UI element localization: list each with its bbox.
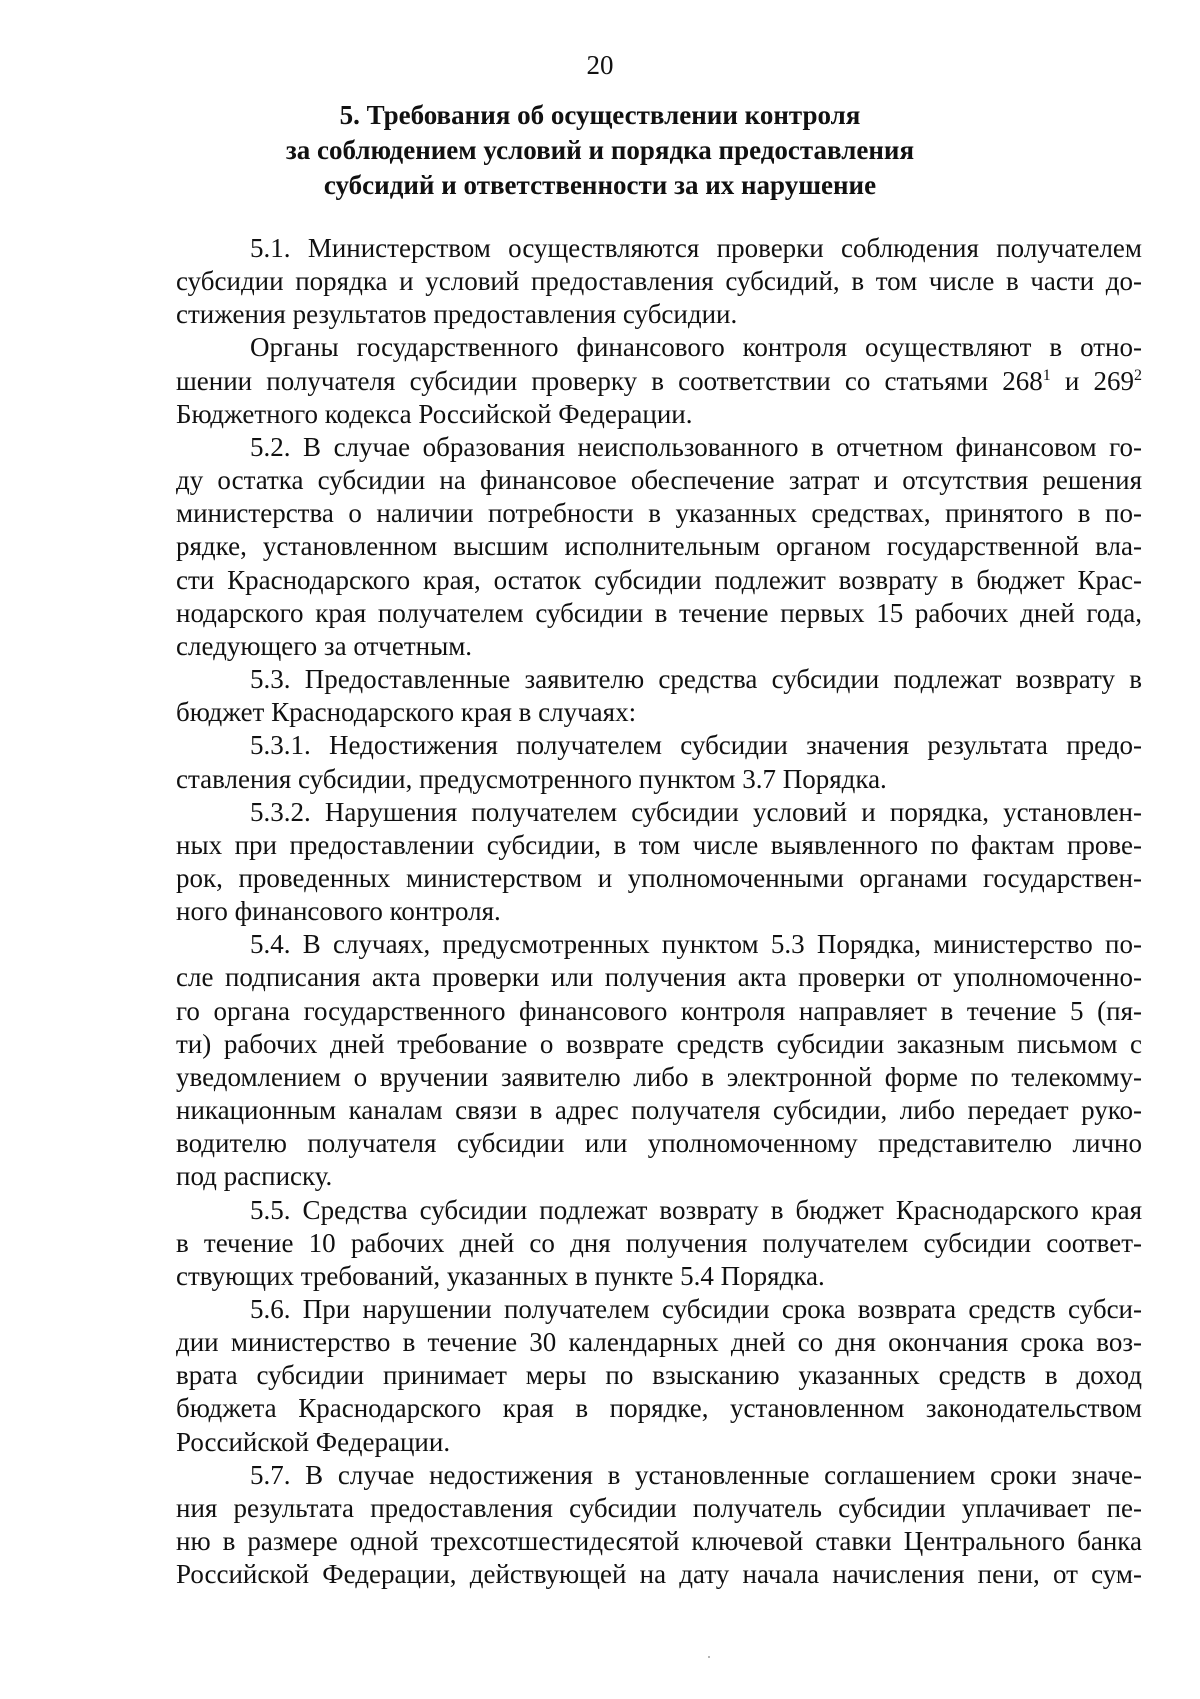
text-line: следующего за отчетным.: [176, 630, 473, 661]
text-line-with-refs: [176, 365, 1142, 398]
text-fragment: и: [1064, 365, 1080, 396]
text-line: 5.4. В случаях, предусмотренных пунктом 5.3 Порядка, министерство по-: [250, 929, 1142, 960]
text-line: 5.7. В случае недостижения в установленные соглашением сроки значе-: [250, 1459, 1142, 1490]
text-line: 5.2. В случае образования неиспользованного в отчетном финансовом го-: [250, 431, 1142, 462]
text-line: ти) рабочих дней требование о возврате средств субсидии заказным письмом с: [176, 1028, 1142, 1059]
text-line: бюджета Краснодарского края в порядке, установленном законодательством: [176, 1393, 1142, 1424]
heading-line: за соблюдением условий и порядка предоставления: [285, 135, 915, 165]
text-line: Органы государственного финансового контроля осуществляют в отно-: [250, 332, 1142, 363]
text-line: 5.1. Министерством осуществляются проверки соблюдения получателем: [250, 233, 1142, 263]
article-ref: $269^2$: [1093, 365, 1142, 396]
text-line: 5.3. Предоставленные заявителю средства субсидии подлежат возврату в: [250, 664, 1142, 695]
text-line: 5.5. Средства субсидии подлежат возврату в бюджет Краснодарского края: [250, 1194, 1142, 1225]
heading-line: 5. Требования об осуществлении контроля: [339, 100, 861, 130]
text-line: ного финансового контроля.: [176, 896, 501, 927]
text-fragment: шении получателя субсидии проверку в соответствии со статьями: [176, 365, 989, 396]
text-line: ню в размере одной трехсотшестидесятой ключевой ставки Центрального банка: [176, 1526, 1142, 1557]
text-line: рядке, установленном высшим исполнительным органом государственной вла-: [176, 531, 1142, 562]
text-line: врата субсидии принимает меры по взысканию указанных средств в доход: [176, 1360, 1142, 1391]
text-line: ных при предоставлении субсидии, в том числе выявленного по фактам прове-: [176, 829, 1142, 860]
text-line: 5.6. При нарушении получателем субсидии срока возврата средств субси-: [250, 1294, 1142, 1324]
scan-speck: [708, 1656, 710, 1658]
text-line: ставления субсидии, предусмотренного пунктом 3.7 Порядка.: [176, 763, 887, 794]
text-line: водителю получателя субсидии или уполномоченному представителю лично: [176, 1128, 1142, 1159]
text-line: сти Краснодарского края, остаток субсидии подлежит возврату в бюджет Крас-: [176, 564, 1142, 595]
page-number: 20: [586, 50, 614, 80]
text-line: сле подписания акта проверки или получения акта проверки от уполномоченно-: [176, 962, 1142, 993]
text-line: бюджет Краснодарского края в случаях:: [176, 697, 637, 728]
text-line: никационным каналам связи в адрес получателя субсидии, либо передает руко-: [176, 1095, 1142, 1126]
text-line: 5.3.1. Недостижения получателем субсидии значения результата предо-: [250, 730, 1142, 761]
text-line: в течение 10 рабочих дней со дня получения получателем субсидии соответ-: [176, 1227, 1142, 1258]
text-line: ствующих требований, указанных в пункте 5.4 Порядка.: [176, 1260, 825, 1291]
text-line: дии министерство в течение 30 календарных дней со дня окончания срока воз-: [176, 1327, 1142, 1358]
text-line: под расписку.: [176, 1161, 333, 1192]
text-line: субсидии порядка и условий предоставления субсидий, в том числе в части до-: [176, 266, 1142, 297]
document-body: [176, 232, 1142, 1591]
text-line: министерства о наличии потребности в указанных средствах, принятого в по-: [176, 498, 1142, 529]
heading-line: субсидий и ответственности за их нарушение: [323, 170, 877, 200]
text-line: уведомлением о вручении заявителю либо в электронной форме по телекомму-: [176, 1061, 1142, 1092]
text-line: го органа государственного финансового контроля направляет в течение 5 (пя-: [176, 995, 1142, 1026]
text-line: стижения результатов предоставления субсидии.: [176, 299, 738, 330]
text-line: ния результата предоставления субсидии получатель субсидии уплачивает пе-: [176, 1492, 1142, 1523]
text-line: рок, проведенных министерством и уполномоченными органами государствен-: [176, 862, 1142, 893]
text-line: нодарского края получателем субсидии в течение первых 15 рабочих дней года,: [176, 597, 1142, 628]
section-heading: [0, 98, 1200, 203]
text-line: Российской Федерации.: [176, 1426, 451, 1457]
text-line: ду остатка субсидии на финансовое обеспечение затрат и отсутствия решения: [176, 465, 1142, 496]
article-ref: $268^1$: [1002, 365, 1051, 396]
text-line: 5.3.2. Нарушения получателем субсидии условий и порядка, установлен-: [250, 796, 1142, 827]
text-line: Российской Федерации, действующей на дату начала начисления пени, от сум-: [176, 1559, 1142, 1590]
text-line: Бюджетного кодекса Российской Федерации.: [176, 398, 693, 429]
